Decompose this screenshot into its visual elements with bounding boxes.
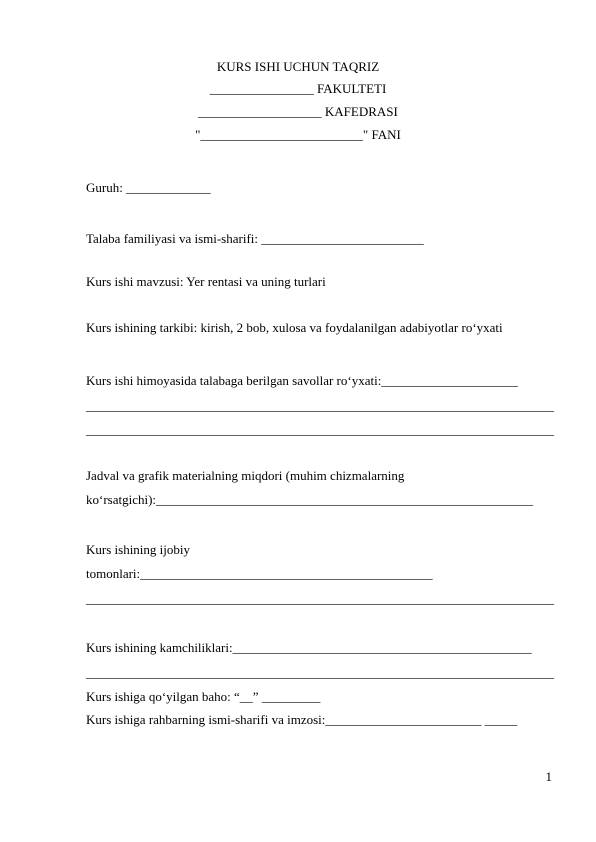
structure-field: Kurs ishining tarkibi: kirish, 2 bob, xulosa va foydalanilgan adabiyotlar ro‘yxati [86, 320, 503, 335]
shortcomings-field: Kurs ishining kamchiliklari:______________________________________________ [86, 640, 532, 655]
defense-questions-field: Kurs ishi himoyasida talabaga berilgan savollar ro‘yxati:_____________________ [86, 373, 518, 388]
supervisor-signature-field: Kurs ishiga rahbarning ismi-sharifi va imzosi:________________________ _____ [86, 712, 518, 727]
positive-aspects-line-2: ________________________________________________________________________ [86, 591, 554, 606]
defense-questions-line-2: ________________________________________________________________________ [86, 422, 554, 437]
materials-label: Jadval va grafik materialning miqdori (muhim chizmalarning [86, 468, 405, 483]
grade-field: Kurs ishiga qo‘yilgan baho: “__” _________ [86, 689, 321, 704]
materials-field: ko‘rsatgichi):__________________________________________________________ [86, 492, 534, 507]
department-field: ___________________ KAFEDRASI [198, 104, 398, 119]
positive-aspects-field: tomonlari:_____________________________________________ [86, 566, 433, 581]
defense-questions-line-1: ________________________________________________________________________ [86, 398, 554, 413]
subject-field: "_________________________" FANI [195, 127, 401, 142]
topic-field: Kurs ishi mavzusi: Yer rentasi va uning turlari [86, 274, 326, 289]
student-name-field: Talaba familiyasi va ismi-sharifi: _________________________ [86, 231, 424, 246]
group-field: Guruh: _____________ [86, 180, 211, 195]
review-title: KURS ISHI UCHUN TAQRIZ [216, 59, 380, 74]
shortcomings-line-2: ________________________________________________________________________ [86, 665, 554, 680]
positive-aspects-label: Kurs ishining ijobiy [86, 542, 191, 557]
faculty-field: ________________ FAKULTETI [209, 81, 387, 96]
page-number: 1 [545, 769, 552, 784]
